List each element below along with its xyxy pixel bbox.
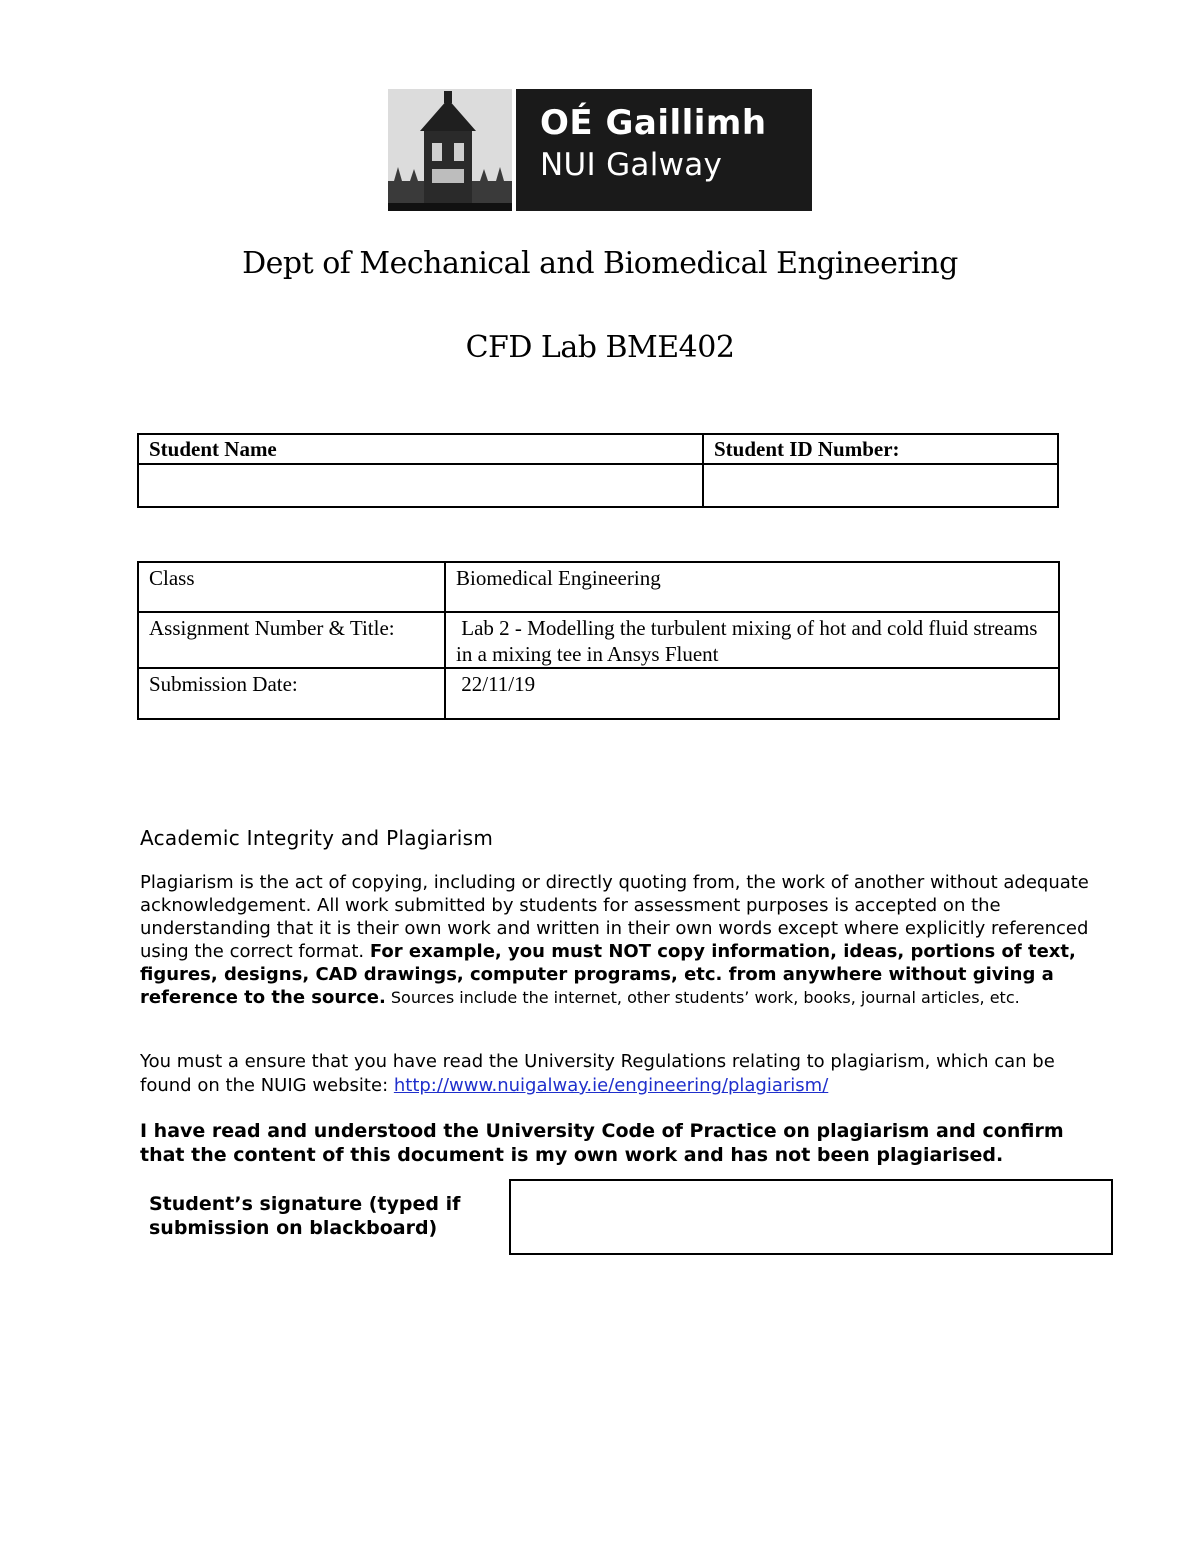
course-title: CFD Lab BME402 (465, 330, 735, 365)
department-title: Dept of Mechanical and Biomedical Engineering (242, 246, 958, 281)
submission-date-label: Submission Date: (138, 668, 445, 719)
logo-english-name: NUI Galway (540, 147, 723, 183)
plagiarism-definition: Plagiarism is the act of copying, including or directly quoting from, the work of another without adequate acknowledgement. All work submitted by students for assessment purposes is accepted on the understanding that it is their own work and written in their own words except where explicitly referenced using the correct format. (140, 872, 1089, 962)
student-details-table (137, 433, 1059, 508)
declaration-statement: I have read and understood the University Code of Practice on plagiarism and confirm that the content of this document is my own work and has not been plagiarised. (140, 1120, 1064, 1166)
assignment-value: Lab 2 - Modelling the turbulent mixing of hot and cold fluid streams in a mixing tee in Ansys Fluent (445, 612, 1059, 668)
student-id-header: Student ID Number: (703, 434, 1058, 464)
plagiarism-paragraph (140, 871, 1090, 1009)
student-name-header: Student Name (138, 434, 703, 464)
signature-label: Student’s signature (typed if submission on blackboard) (149, 1193, 461, 1239)
class-label: Class (138, 562, 445, 612)
plagiarism-sources: Sources include the internet, other students’ work, books, journal articles, etc. (385, 988, 1020, 1007)
regulations-paragraph (140, 1050, 1090, 1098)
quadrangle-tower-icon (388, 89, 512, 211)
assignment-label: Assignment Number & Title: (138, 612, 445, 668)
student-name-field[interactable] (138, 464, 703, 507)
plagiarism-warning: For example, you must NOT copy information, ideas, portions of text, figures, designs, CAD drawings, computer programs, etc. from anywhere without giving a reference to the source. (140, 941, 1076, 1008)
student-id-field[interactable] (703, 464, 1058, 507)
submission-date-value: 22/11/19 (445, 668, 1059, 719)
university-logo (388, 89, 812, 211)
plagiarism-policy-link[interactable]: http://www.nuigalway.ie/engineering/plagiarism/ (393, 1075, 829, 1096)
regulations-text: You must a ensure that you have read the University Regulations relating to plagiarism, which can be found on the NUIG website: (140, 1051, 1055, 1096)
class-value: Biomedical Engineering (445, 562, 1059, 612)
signature-field[interactable] (509, 1179, 1113, 1255)
logo-irish-name: OÉ Gaillimh (540, 103, 767, 143)
integrity-heading: Academic Integrity and Plagiarism (140, 826, 494, 850)
assignment-info-table (137, 561, 1060, 720)
